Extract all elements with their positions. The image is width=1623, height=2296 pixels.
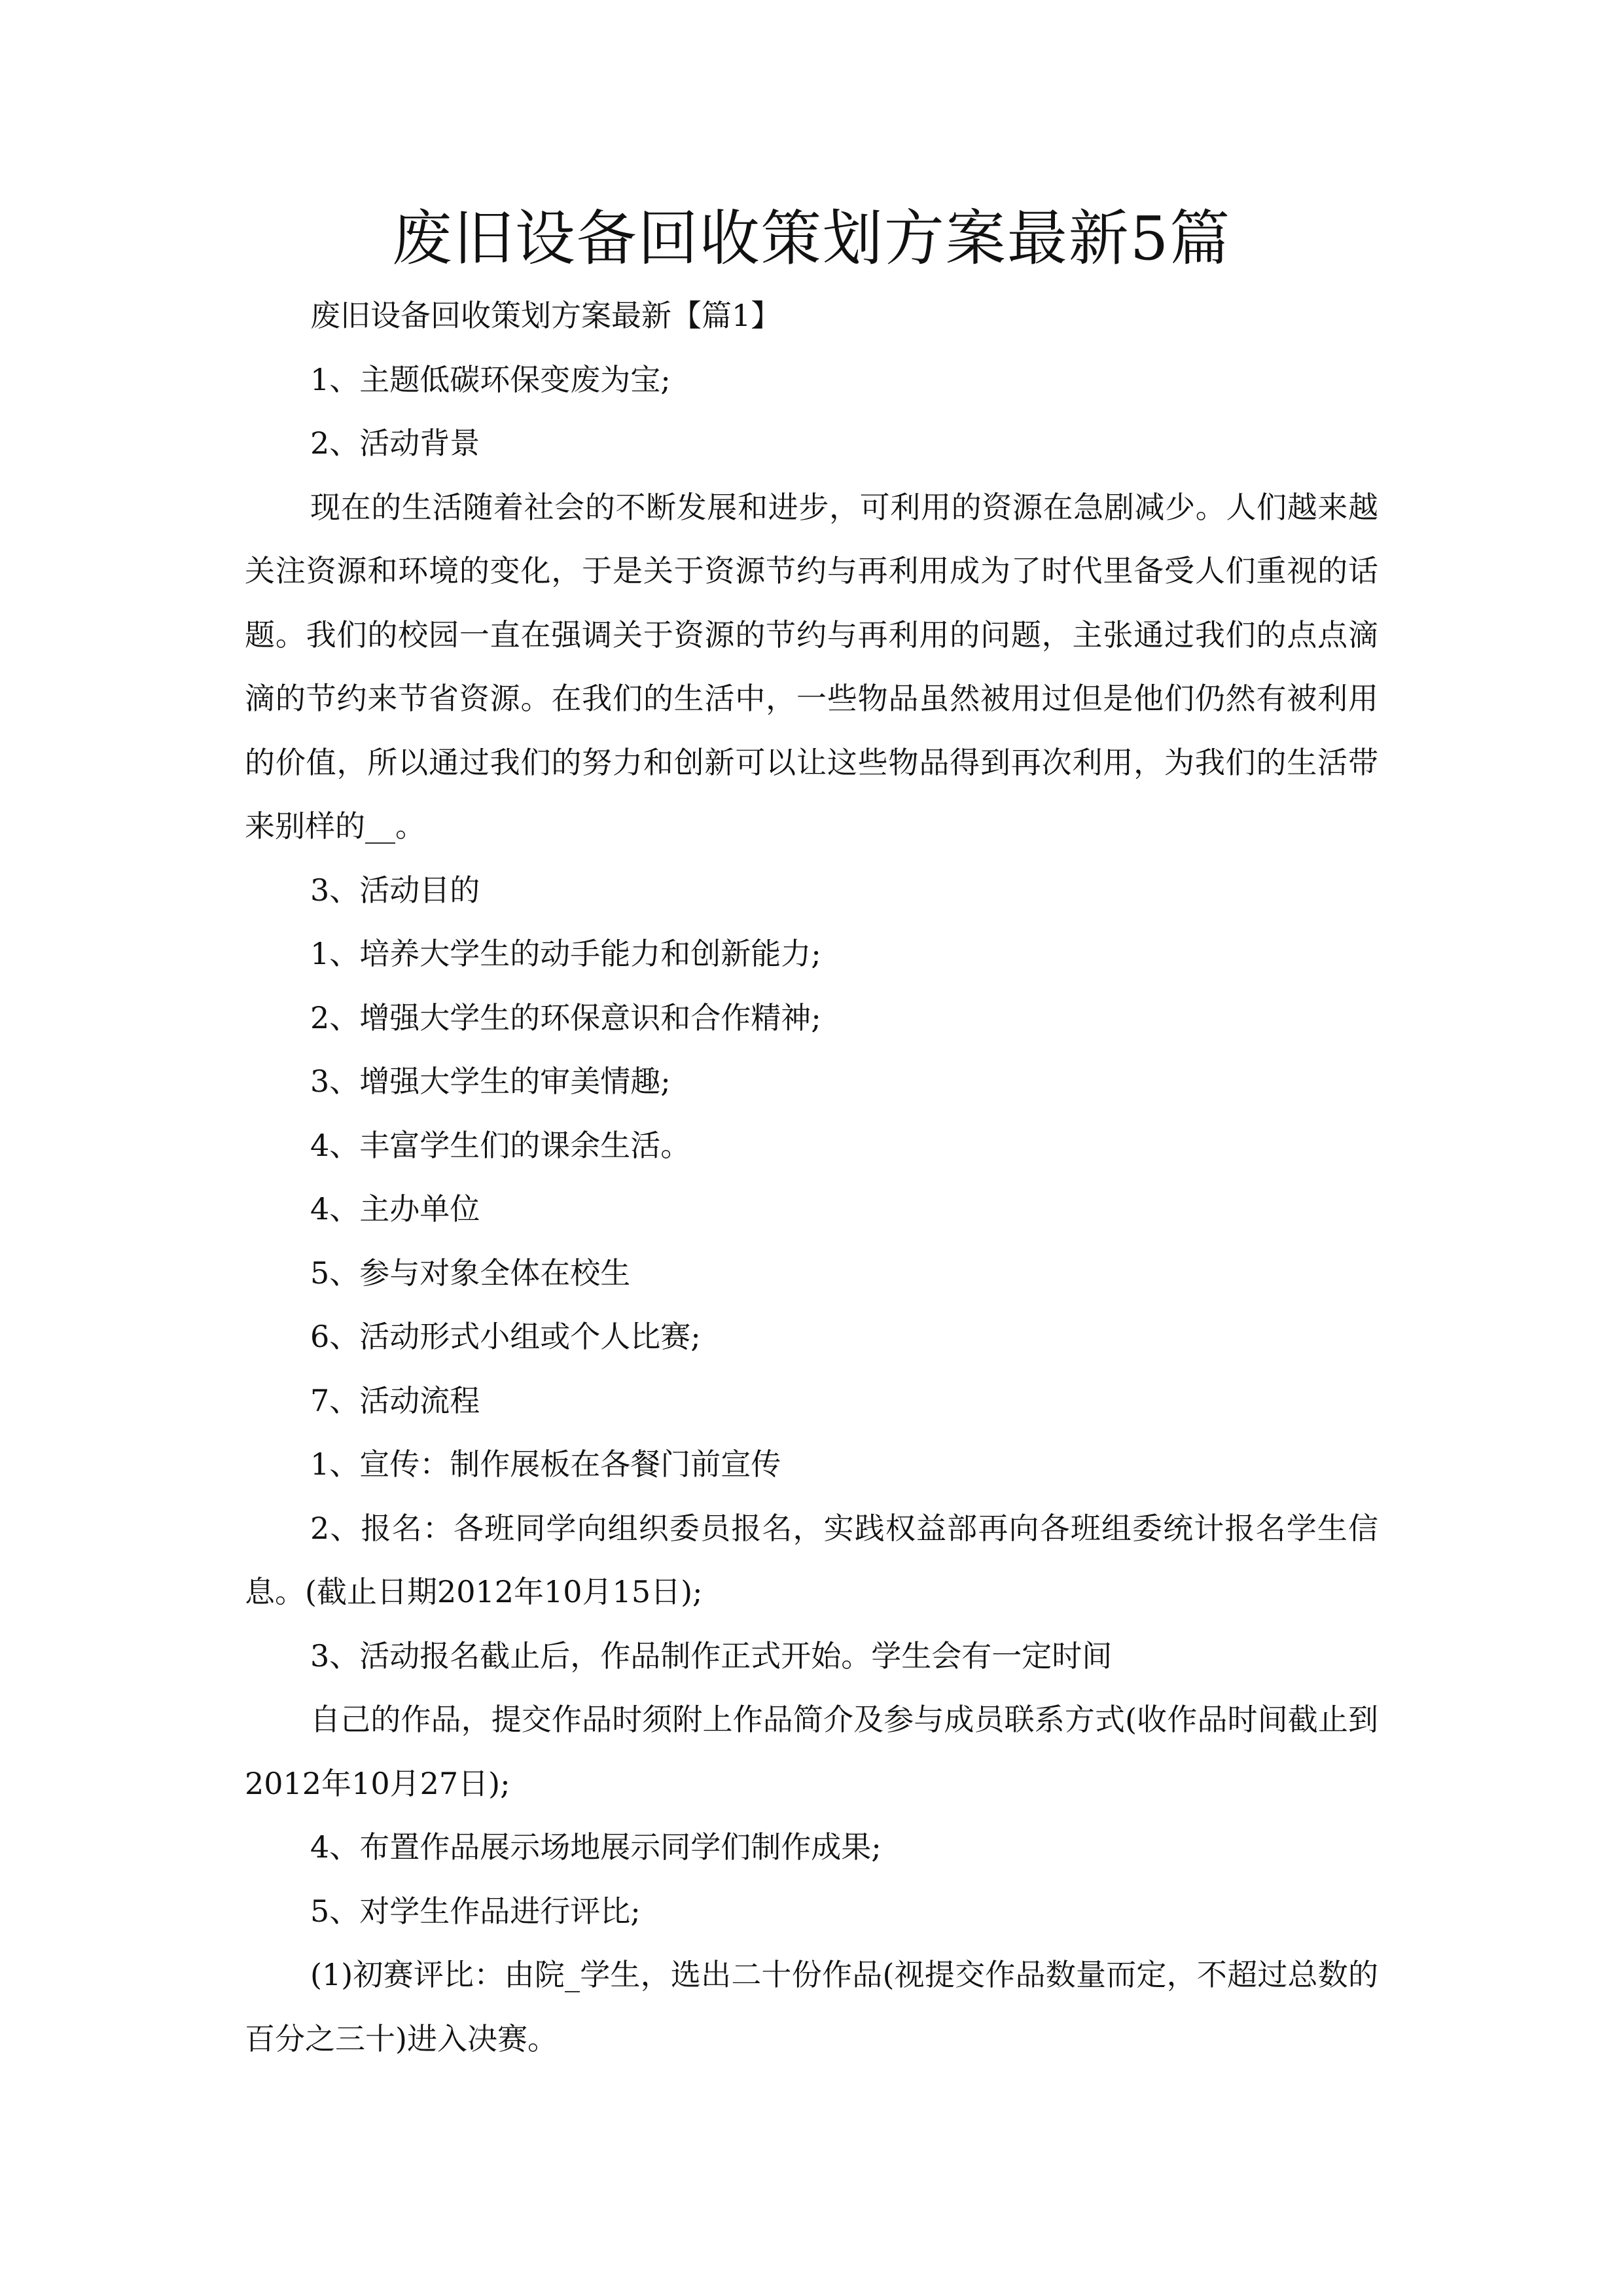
paragraph: 4、丰富学生们的课余生活。 bbox=[310, 1127, 691, 1163]
paragraph: 3、活动目的 bbox=[310, 872, 480, 908]
paragraph: 2、增强大学生的环保意识和合作精神; bbox=[310, 999, 821, 1035]
paragraph: 5、参与对象全体在校生 bbox=[310, 1255, 631, 1291]
document-title: 废旧设备回收策划方案最新5篇 bbox=[391, 204, 1232, 274]
paragraph: 4、布置作品展示场地展示同学们制作成果; bbox=[310, 1829, 882, 1865]
paragraph: 6、活动形式小组或个人比赛; bbox=[310, 1319, 701, 1354]
paragraph: 1、主题低碳环保变废为宝; bbox=[310, 361, 671, 397]
paragraph: 7、活动流程 bbox=[310, 1382, 480, 1418]
paragraph: 废旧设备回收策划方案最新【篇1】 bbox=[310, 298, 781, 333]
document-body bbox=[245, 284, 1378, 2071]
paragraph: 2、活动背景 bbox=[310, 425, 480, 461]
paragraph: 现在的生活随着社会的不断发展和进步，可利用的资源在急剧减少。人们越来越关注资源和环境的变化，于是关于资源节约与再利用成为了时代里备受人们重视的话题。我们的校园一直在强调关于资源的节约与再利用的问题，主张通过我们的点点滴滴的节约来节省资源。在我们的生活中，一些物品虽然被用过但是他们仍然有被利用的价值，所以通过我们的努力和创新可以让这些物品得到再次利用，为我们的生活带来别样的__。 bbox=[245, 489, 1378, 844]
paragraph: 1、宣传：制作展板在各餐门前宣传 bbox=[310, 1446, 781, 1482]
paragraph: 3、活动报名截止后，作品制作正式开始。学生会有一定时间 bbox=[310, 1638, 1113, 1674]
paragraph: 2、报名：各班同学向组织委员报名，实践权益部再向各班组委统计报名学生信息。(截止日期2012年10月15日); bbox=[245, 1510, 1378, 1609]
paragraph: 自己的作品，提交作品时须附上作品简介及参与成员联系方式(收作品时间截止到2012年10月27日); bbox=[245, 1702, 1378, 1801]
paragraph: 4、主办单位 bbox=[310, 1191, 480, 1227]
paragraph: 1、培养大学生的动手能力和创新能力; bbox=[310, 936, 821, 971]
paragraph: (1)初赛评比：由院_学生，选出二十份作品(视提交作品数量而定，不超过总数的百分之三十)进入决赛。 bbox=[245, 1957, 1378, 2056]
paragraph: 3、增强大学生的审美情趣; bbox=[310, 1064, 671, 1099]
paragraph: 5、对学生作品进行评比; bbox=[310, 1893, 641, 1929]
